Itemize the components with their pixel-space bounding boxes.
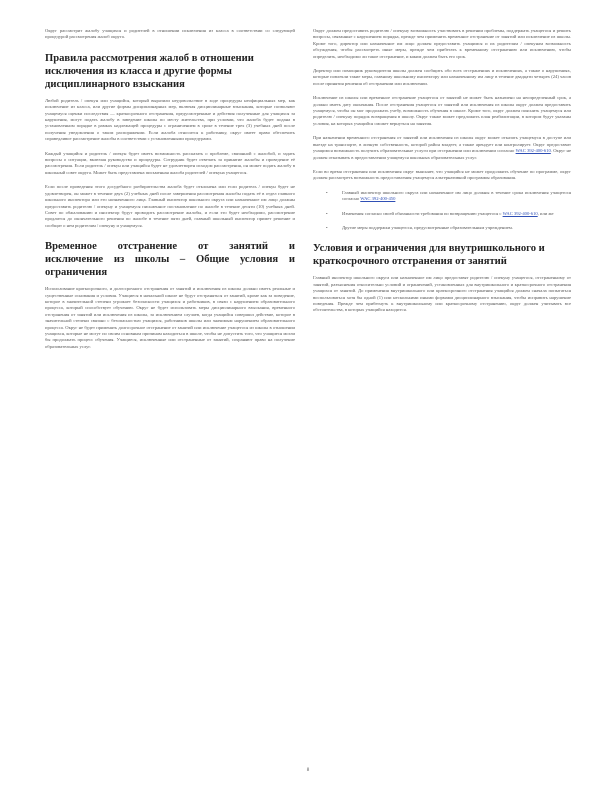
right-paragraph-1: Округ должен предоставить родителю / опекуну возможность участвовать в решении проблемы, поддержать учащегося и решить вопросы, связанные с нарушением порядка, прежде чем применить временное отстранение от занятий или исключение из школы. Кроме того, директор или назначенное им лицо должен предоставить учащимся и их родителям / опекунам возможность обсуждения, чтобы рассмотреть иные меры, прежде чем прибегать к временному отстранению или исключению, чтобы определить, необходимо ли такое отстранение, и каким должен быть его срок. [313, 28, 571, 59]
suspension-paragraph: Использование краткосрочного, и долгосрочного отстранения от занятий и исключения из школы должно иметь реальные и существенные основания и условия. Учащиеся в начальной школе не будут отстраняться от занятий, кроме как за поведение, которое в значительной степени угрожает безопасности учащихся и работников, в связи с нарушением образовательного процесса, который способствует обучению. Округ не будет использовать меры дисциплинарного взыскания, временного отстранения от занятий или исключения из школы, за исключением случаев, когда учащийся совершил действие, которое в значительной степени связано с безопасностью учащихся, работников школы или значимым нарушением образовательного процесса. Округ не будет применять долгосрочное отстранение от занятий или исключение учащегося из школы в отношении учащихся, которые не могут по своим основным причинам находиться в школе, чтобы не допустить того, что учащиеся могли бы продолжать процесс обучения. Учащиеся, исключенные или отстраненные от занятий, сохраняют право на получение образовательных услуг. [45, 286, 295, 349]
right-paragraph-3: Исключение из школы или временное отстранение учащегося от занятий не может быть назначено на неопределенный срок, а должно иметь дату окончания. После отстранения учащегося от занятий или исключения из школы округ должен предоставить учащемуся, чтобы он мог продолжать учебу, возможность обучения в школе. Кроме того, округ должен пояснить учащемуся или родителю / опекуну порядок возвращения в школу. Округ также может предложить план реабилитации, в котором будут указаны условия, на которых учащийся сможет вернуться на занятия. [313, 95, 571, 126]
complaint-paragraph-2: Каждый учащийся и родитель / опекун будет иметь возможность рассказать о проблеме, связанной с жалобой, и задать вопросы о ситуации, включая руководство и процедуры. Сотрудник будет отвечать за принятие жалобы и проведение её рассмотрения. Если родитель / опекун или учащийся будет не удовлетворен исходом рассмотрения, он может подать жалобу в школьный совет округа. Может быть представлена письменная жалоба родителей / опекуна учащегося. [45, 150, 295, 175]
wac-610-link[interactable]: WAC 392-400-610 [515, 148, 551, 154]
list-item [313, 225, 571, 231]
intro-paragraph: Округ рассмотрит жалобу учащихся и родителей в отношении исключения из класса в соответствии со следующей процедурой рассмотрения жалоб округа. [45, 28, 295, 40]
right-paragraph-5: Если во время отстранения или исключения округ выясняет, что учащийся не может продолжить обучение по программе, округ должен рассмотреть возможность предоставления учащемуся альтернативной программы образования. [313, 168, 571, 181]
list-item [313, 211, 571, 217]
left-column [45, 28, 295, 358]
complaint-paragraph-1: Любой родитель / опекун или учащийся, который выразили неудовольствие в ходе процедуры неофициальных мер, как исключение из класса, или другие формы дисциплинарных мер, включая дисциплинарные взыскания, которые позволяют учащемуся оценки последствия — краткосрочного отстранения, предусмотренные и действия полученные для учащихся за нарушения, могут подать жалобу в заведение школы по месту жительства, при условии, что жалоба будет подана в установленном порядке в рамках надлежащей процедуры с ограничением в сроке в течение трех (3) учебных дней после получения уведомления о таком распоряжении. Если жалоба относится к работнику, округ имеет право обеспечить справедливое рассмотрение жалобы в соответствии с установленными процедурами. [45, 97, 295, 142]
list-item-text: Изменения согласно своей обязанности требования по возвращению учащегося с [342, 210, 502, 216]
right-paragraph-6: Главный инспектор школьного округа или назначенное им лицо предоставят родителю / опекуну учащегося, отстраненному от занятий, разъяснения относительно условий и ограничений, установленных для внутришкольного и краткосрочного отстранения учащихся от занятий. До применения внутришкольного или краткосрочного отстранения учащийся должен сначала попытаться воспользоваться хотя бы одной (1) или несколькими иными формами дисциплинарного взыскания, чтобы исправить нарушение поведения. Прежде чем прибегнуть к внутришкольному или краткосрочному отстранению, округ должен учитывать все обстоятельства, в которых учащийся находится. [313, 275, 571, 313]
list-item-tail: , или же [537, 210, 554, 216]
bullet-icon: • [326, 224, 328, 230]
wac-450-link[interactable]: WAC 392-400-450 [360, 196, 396, 202]
bullet-icon: • [326, 189, 328, 195]
wac-610-link-2[interactable]: WAC 392-400-610 [502, 210, 538, 216]
right-paragraph-4-tail: . Округ не должен отказывать в предоставлении учащемуся школьных образовательных услуг. [313, 148, 571, 160]
list-item-text: Другие меры поддержки учащегося, предусмотренные образовательным учреждением. [342, 224, 513, 230]
right-paragraph-2: Директор или помощник руководителя школы должен сообщить обо всех отстранениях и исключениях, а также о нарушениях, которые повлекли такие меры, главному школьному инспектору или назначенному им лицу в течение двадцати четырех (24) часов после принятия решения об отстранении или исключении. [313, 68, 571, 86]
complaint-paragraph-3: Если после проведения этого досудебного разбирательства жалоба будет отклонена или если родитель / опекун будет не удовлетворен, он может в течение двух (2) учебных дней после завершения рассмотрения жалобы подать её в отдел главного школьного инспектора или его назначенного лица. Главный инспектор школьного округа или назначенное им лицо должны предоставить родителю / опекуну и учащемуся письменное постановление по жалобе в течение десяти (10) учебных дней. Совет по обжалованию и инспектор будут проводить рассмотрение жалобы, и если это будет необходимо, рассмотрение продлится до окончательного решения по жалобе в течение пяти дней, главный школьный инспектор примет решение и сообщит о нем родителям / опекуну и учащемуся. [45, 184, 295, 228]
bullet-icon: • [326, 210, 328, 216]
list-item [313, 190, 571, 203]
requirements-list [313, 190, 571, 232]
page-number: 8 [306, 768, 310, 773]
list-item-text: Главный инспектор школьного округа или назначенное им лицо должны в течение срока исключения учащегося согласно [342, 189, 571, 202]
suspension-expulsion-heading: Временное отстранение от занятий и исключение из школы – Общие условия и ограничения [45, 241, 295, 279]
right-column [313, 28, 571, 322]
right-paragraph-4-text: При назначении временного отстранения от занятий или исключения из школы округ может отказать учащемуся в доступе или выезде на транспорте, в личную собственность, которой район владеет, а также арендует или контролирует. Округ предоставит учащимся возможность получить образовательные услуги при отстранении или исключении согласно [313, 135, 571, 154]
in-school-suspension-heading: Условия и ограничения для внутришкольного и краткосрочного отстранения от занятий [313, 243, 545, 268]
right-paragraph-4 [313, 135, 571, 161]
complaint-procedure-heading: Правила рассмотрения жалоб в отношении исключения из класса и другие формы дисциплинарного взыскания [45, 52, 254, 90]
